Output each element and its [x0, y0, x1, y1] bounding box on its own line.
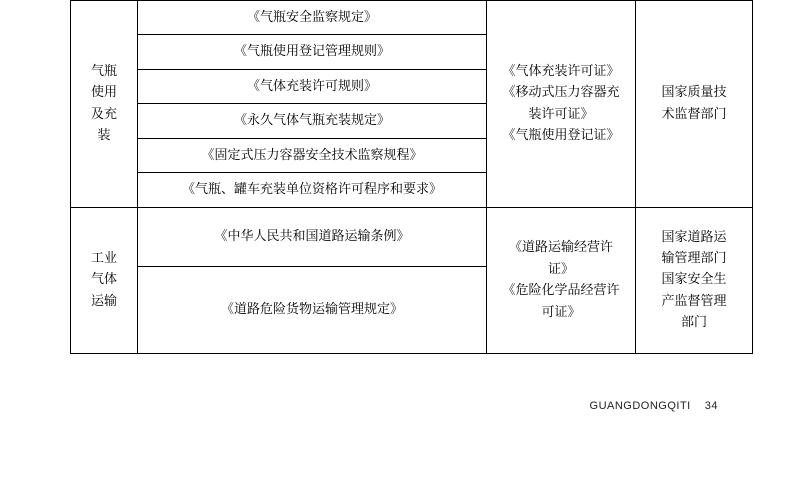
category-line: 气体 [90, 272, 117, 288]
license-cell-gas-cylinder [487, 1, 636, 208]
category-line: 装 [97, 128, 111, 144]
license-line: 《移动式压力容器充 [502, 85, 620, 101]
department-cell-gas-cylinder [636, 1, 753, 208]
table-row [71, 207, 753, 266]
page-number: 34 [704, 400, 718, 412]
license-line: 《道路运输经营许 [508, 240, 613, 256]
footer-text: GUANGDONGQITI [589, 400, 691, 412]
department-cell-industrial-gas-transport [636, 207, 753, 353]
category-cell-industrial-gas-transport [71, 207, 138, 353]
regulation-cell: 《气瓶使用登记管理规则》 [138, 35, 487, 69]
department-line: 国家道路运 [661, 229, 727, 245]
license-line: 装许可证》 [528, 106, 594, 122]
regulation-cell: 《气体充装许可规则》 [138, 69, 487, 103]
department-line: 国家安全生 [661, 272, 727, 288]
regulations-table [70, 0, 753, 354]
regulation-cell: 《气瓶、罐车充装单位资格许可程序和要求》 [138, 173, 487, 207]
regulation-cell: 《永久气体气瓶充装规定》 [138, 104, 487, 138]
regulation-cell: 《气瓶安全监察规定》 [138, 1, 487, 35]
department-line: 输管理部门 [661, 250, 727, 266]
license-line: 证》 [547, 261, 574, 277]
license-line: 《危险化学品经营许 [502, 283, 620, 299]
department-line: 部门 [680, 315, 707, 331]
category-line: 运输 [90, 293, 117, 309]
category-line: 气瓶 [90, 63, 117, 79]
license-line: 可证》 [541, 304, 581, 320]
page-footer [0, 400, 792, 412]
category-line: 工业 [90, 250, 117, 266]
regulation-cell: 《固定式压力容器安全技术监察规程》 [138, 138, 487, 172]
license-line: 《气体充装许可证》 [502, 63, 620, 79]
table-row [71, 1, 753, 35]
regulation-cell: 《道路危险货物运输管理规定》 [138, 266, 487, 353]
category-line: 及充 [90, 106, 117, 122]
license-line: 《气瓶使用登记证》 [502, 128, 620, 144]
category-cell-gas-cylinder [71, 1, 138, 208]
department-line: 产监督管理 [661, 293, 727, 309]
department-line: 国家质量技 [661, 85, 727, 101]
department-line: 术监督部门 [661, 106, 727, 122]
category-line: 使用 [90, 85, 117, 101]
regulation-cell: 《中华人民共和国道路运输条例》 [138, 207, 487, 266]
license-cell-industrial-gas-transport [487, 207, 636, 353]
